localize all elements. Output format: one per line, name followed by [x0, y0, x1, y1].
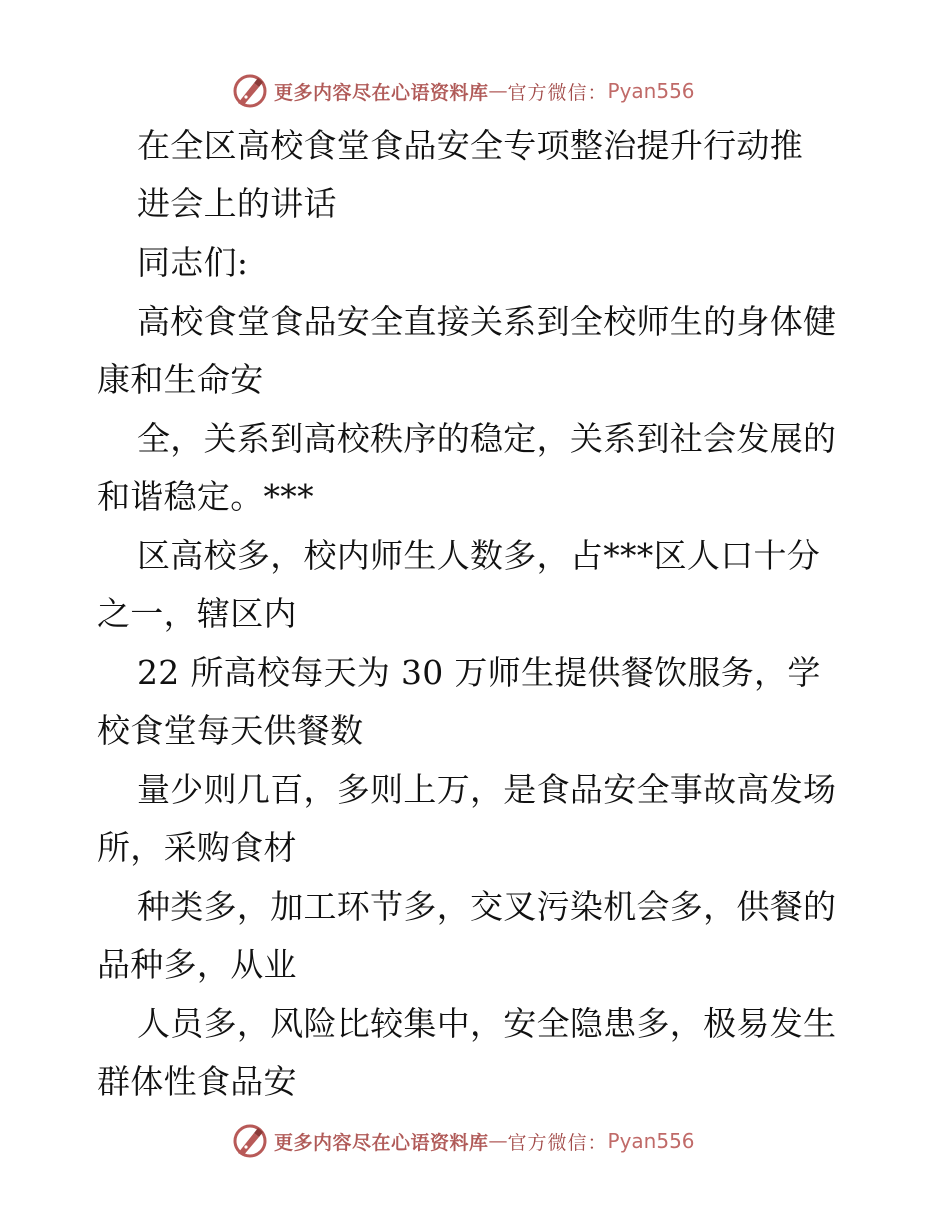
salutation: 同志们:	[137, 243, 249, 282]
paragraph-line: 量少则几百，多则上万，是食品安全事故高发场	[137, 770, 837, 809]
watermark-label: 官方微信：	[507, 1131, 608, 1154]
paragraph-line: 和谐稳定。***	[97, 477, 314, 516]
pen-logo-icon	[232, 1123, 268, 1159]
paragraph-line: 群体性食品安	[97, 1062, 297, 1101]
document-title-line-2: 进会上的讲话	[137, 184, 337, 223]
paragraph-line: 康和生命安	[97, 360, 264, 399]
paragraph-line: 人员多，风险比较集中，安全隐患多，极易发生	[137, 1004, 837, 1043]
paragraph-line: 品种多，从业	[97, 945, 297, 984]
watermark-brand: 更多内容尽在心语资料库	[274, 1131, 489, 1154]
paragraph-line: 所，采购食材	[97, 828, 297, 867]
paragraph-line: 校食堂每天供餐数	[97, 711, 364, 750]
paragraph-line: 全，关系到高校秩序的稳定，关系到社会发展的	[137, 419, 837, 458]
watermark-dash: —	[488, 80, 508, 102]
watermark-dash: —	[488, 1130, 508, 1152]
document-title-line-1: 在全区高校食堂食品安全专项整治提升行动推	[137, 126, 803, 165]
paragraph-line: 22 所高校每天为 30 万师生提供餐饮服务，学	[137, 653, 821, 692]
watermark-id: Pyan556	[607, 79, 695, 103]
watermark-brand: 更多内容尽在心语资料库	[274, 81, 489, 104]
paragraph-line: 区高校多，校内师生人数多，占***区人口十分	[137, 536, 821, 575]
watermark-footer	[232, 1121, 695, 1161]
paragraph-line: 高校食堂食品安全直接关系到全校师生的身体健	[137, 302, 837, 341]
paragraph-line: 种类多，加工环节多，交叉污染机会多，供餐的	[137, 887, 837, 926]
watermark-id: Pyan556	[607, 1129, 695, 1153]
watermark-label: 官方微信：	[507, 81, 608, 104]
paragraph-line: 之一，辖区内	[97, 594, 297, 633]
